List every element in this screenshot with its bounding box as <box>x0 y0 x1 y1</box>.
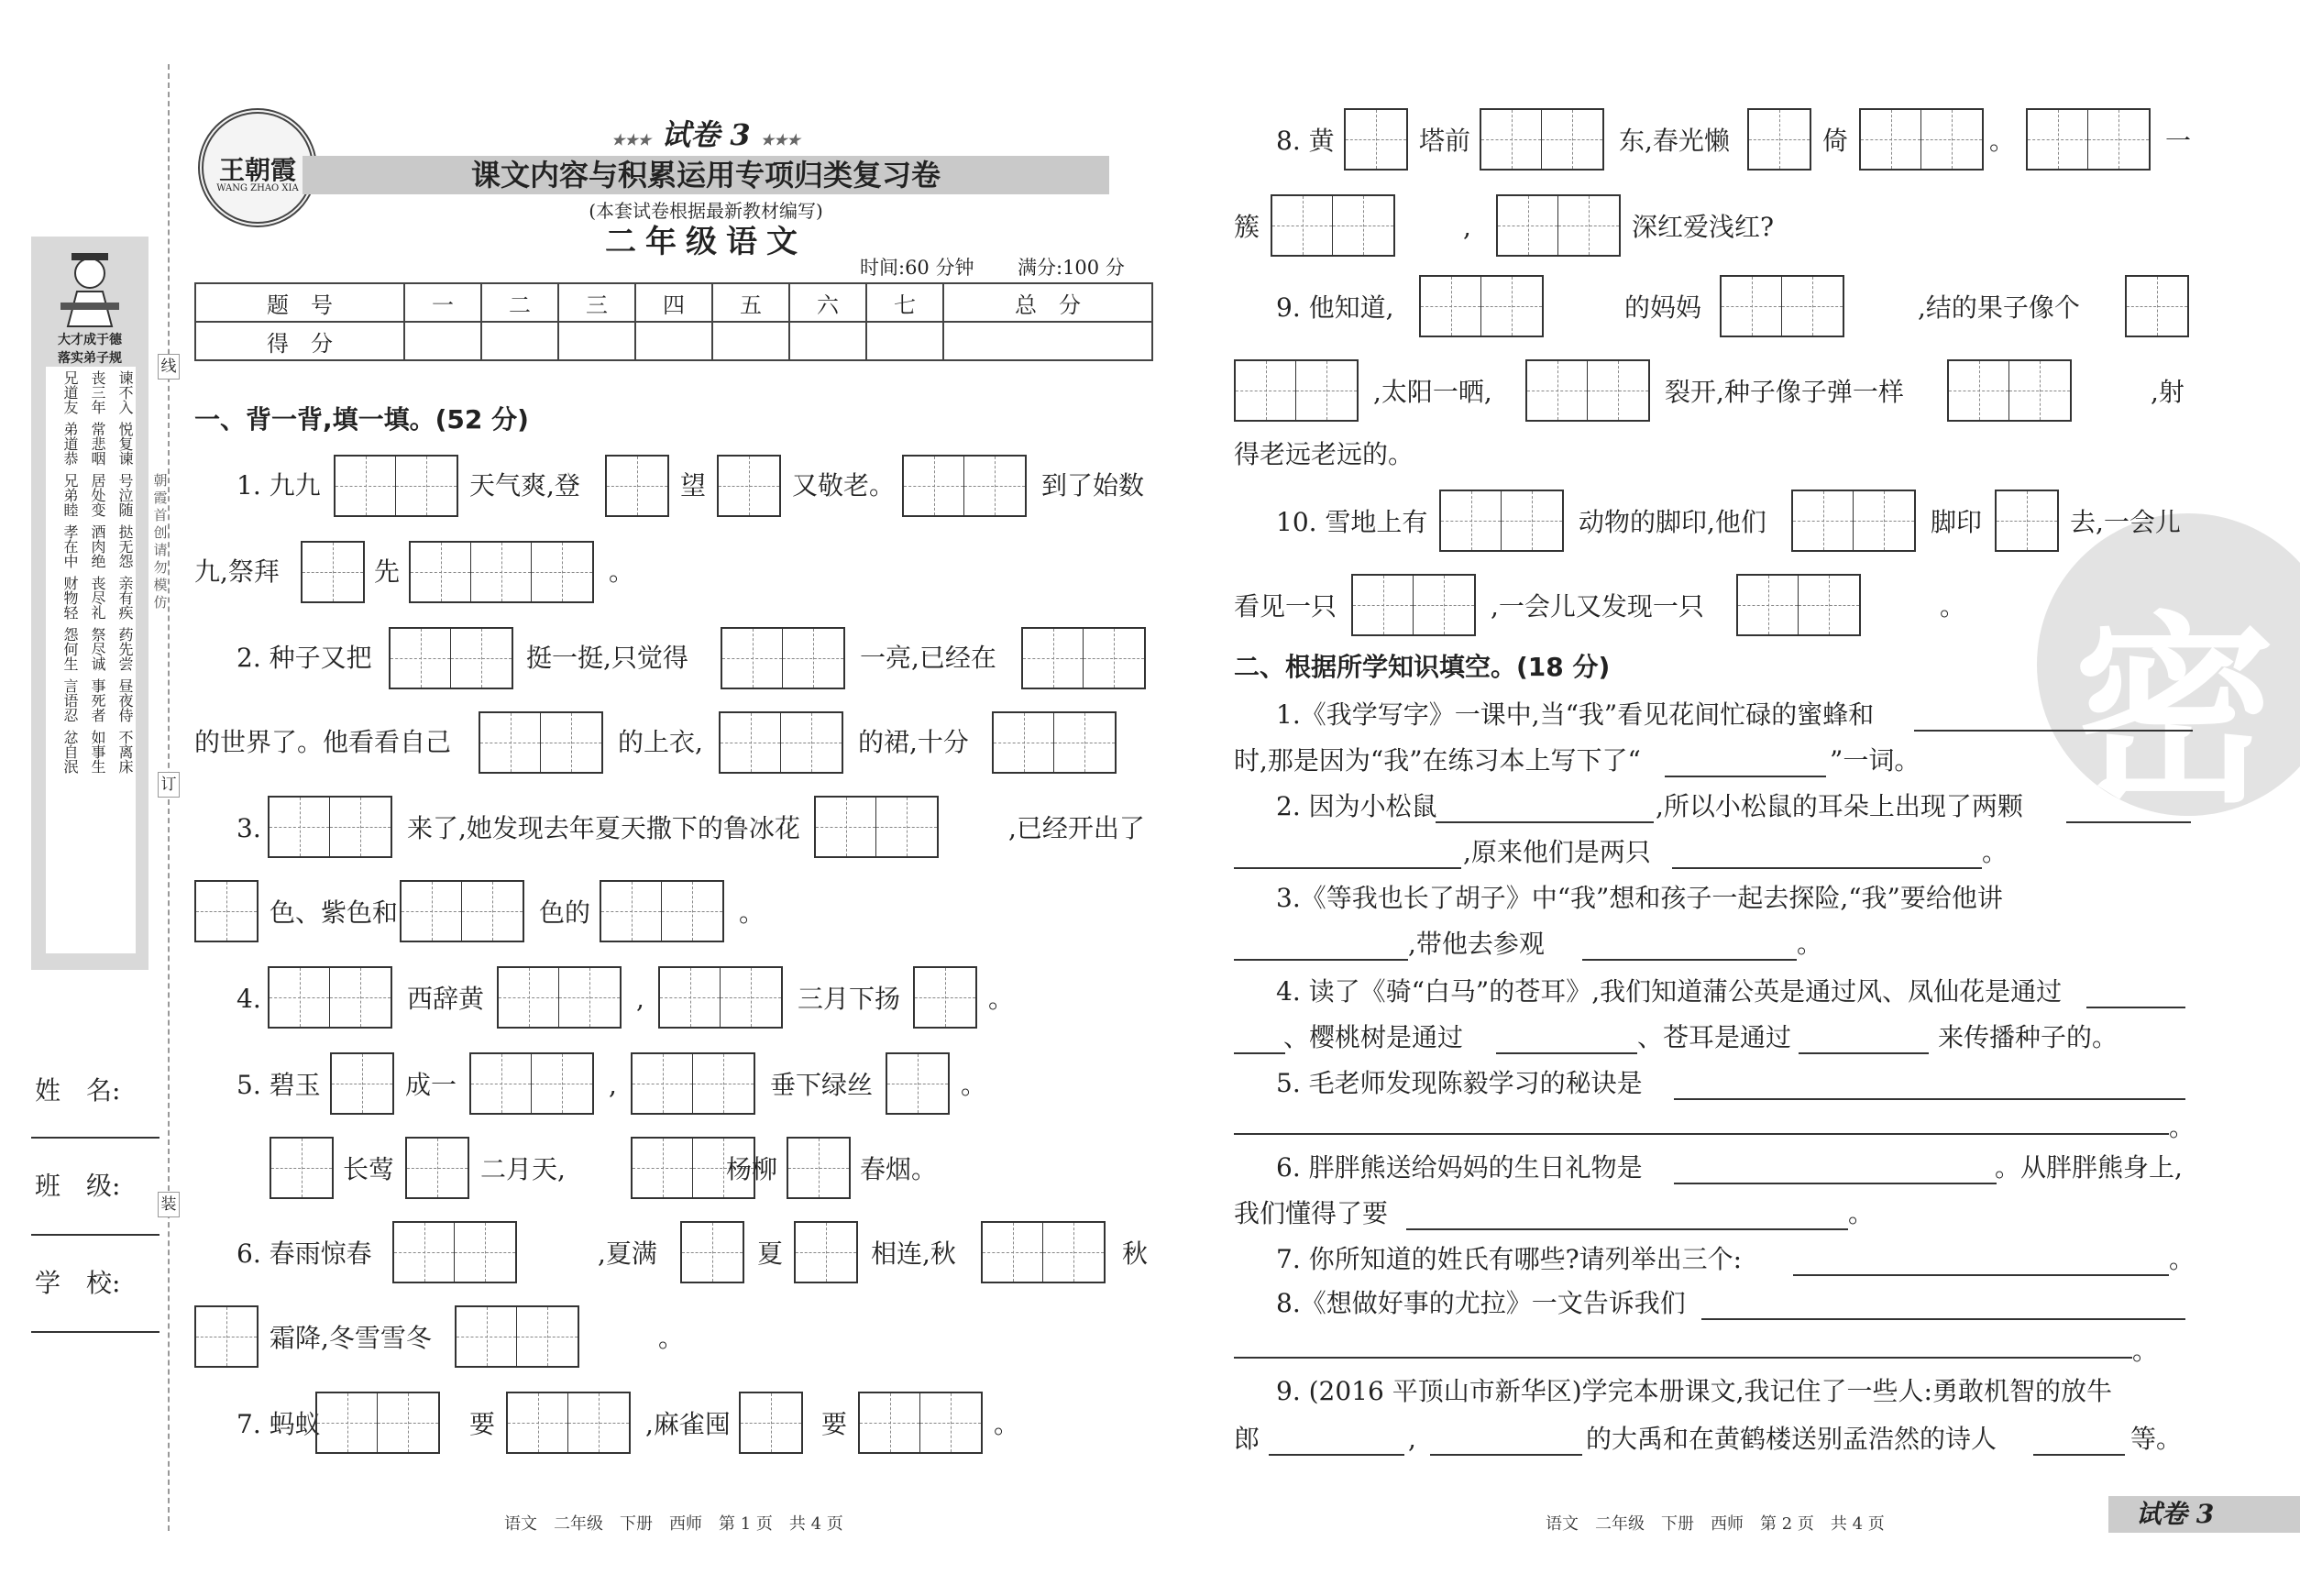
q5-answer-grid-2[interactable] <box>469 1052 594 1115</box>
q8-answer-grid-1[interactable] <box>1344 108 1408 171</box>
s2-q4-blank-1[interactable] <box>2086 983 2185 1008</box>
q5-text-f: 长莺 <box>343 1154 395 1184</box>
q6-answer-grid-1[interactable] <box>392 1221 517 1283</box>
q3-text-b: 来了,她发现去年夏天撒下的鲁冰花 <box>407 813 800 843</box>
q3-text-a: 3. <box>237 813 261 843</box>
s2-q3-text-a: 3.《等我也长了胡子》中“我”想和孩子一起去探险,“我”要给他讲 <box>1276 883 2003 913</box>
stars-right: ★★★ <box>760 131 800 149</box>
motto-cell: 言语忍 <box>61 678 79 722</box>
q10-answer-grid-4[interactable] <box>1351 574 1476 636</box>
s2-q2-blank-4[interactable] <box>1672 843 1982 869</box>
binding-line <box>168 64 170 1531</box>
paper-series <box>532 112 880 154</box>
score-cell[interactable] <box>866 322 943 360</box>
section1-heading: 一、背一背,填一填。(52 分) <box>194 404 529 435</box>
q2-text-c: 一亮,已经在 <box>860 643 996 673</box>
s2-q2-blank-3[interactable] <box>1234 843 1461 869</box>
s2-q1-text-a: 1.《我学写字》一课中,当“我”看见花间忙碌的蜜蜂和 <box>1276 699 1875 730</box>
q8-text-i: 深红爱浅红? <box>1632 212 1775 242</box>
q6-answer-grid-5[interactable] <box>194 1305 259 1368</box>
motto-cell: 祭尽诚 <box>89 627 106 671</box>
paper-title: 课文内容与积累运用专项归类复习卷 <box>470 158 941 193</box>
s2-q8-blank-1[interactable] <box>1701 1294 2185 1320</box>
q1-answer-grid-3[interactable] <box>717 455 781 517</box>
q1-answer-grid-5[interactable] <box>301 541 365 603</box>
q2-text-f: 的裙,十分 <box>858 727 969 757</box>
s2-q9-text-a: 9. (2016 平顶山市新华区)学完本册课文,我记住了一些人:勇敢机智的放牛 <box>1276 1376 2112 1406</box>
s2-q4-blank-3[interactable] <box>1496 1029 1637 1054</box>
q9-text-c: ,结的果子像个 <box>1918 292 2080 323</box>
school-label: 学 校: <box>35 1268 121 1298</box>
q8-text-c: 东,春光懒 <box>1619 126 1730 156</box>
q5-answer-grid-1[interactable] <box>330 1052 394 1115</box>
motto-cell: 兄弟睦 <box>61 473 79 517</box>
s2-q1-blank-1[interactable] <box>1914 706 2193 732</box>
q7-text-c: ,麻雀囤 <box>645 1409 731 1439</box>
s2-q5-blank-1[interactable] <box>1674 1074 2185 1100</box>
q4-text-b: 西辞黄 <box>407 984 485 1014</box>
motto-cell: 孝在中 <box>61 524 79 568</box>
q5-text-g: 二月天, <box>480 1154 566 1184</box>
q9-text-f: ,射 <box>2151 377 2184 407</box>
q2-text-a: 2. 种子又把 <box>237 643 372 673</box>
q4-answer-grid-3[interactable] <box>658 966 783 1029</box>
q8-answer-grid-2[interactable] <box>1480 108 1604 171</box>
s2-q9-text-b: 郎 <box>1234 1424 1260 1454</box>
motto-cell: 号泣随 <box>116 473 134 517</box>
school-field[interactable] <box>31 1331 160 1333</box>
q8-answer-grid-7[interactable] <box>1496 194 1621 257</box>
q1-text-d: 又敬老。 <box>792 470 896 501</box>
q5-answer-grid-3[interactable] <box>631 1052 755 1115</box>
score-header-cell: 五 <box>712 283 789 322</box>
q5-text-b: 成一 <box>405 1070 457 1100</box>
q1-answer-grid-4[interactable] <box>902 455 1027 517</box>
q10-text-e: 看见一只 <box>1234 591 1337 622</box>
class-field[interactable] <box>31 1234 160 1236</box>
motto-cell: 悦复谏 <box>116 422 134 466</box>
q10-text-f: ,一会儿又发现一只 <box>1491 591 1704 622</box>
q8-text-h: , <box>1463 212 1471 242</box>
q7-answer-grid-2[interactable] <box>506 1392 631 1454</box>
q6-text-g: 。 <box>658 1323 685 1353</box>
q9-answer-grid-2[interactable] <box>1720 275 1844 337</box>
q8-text-f: 一 <box>2165 126 2192 156</box>
q2-answer-grid-1[interactable] <box>389 627 513 689</box>
binding-mark-line: 线 <box>158 354 180 380</box>
q8-answer-grid-3[interactable] <box>1747 108 1811 171</box>
q5-answer-grid-4[interactable] <box>886 1052 950 1115</box>
s2-q2-text-b: ,所以小松鼠的耳朵上出现了两颗 <box>1656 791 2023 821</box>
q6-answer-grid-2[interactable] <box>680 1221 744 1283</box>
logo-text: 王朝霞 <box>218 155 296 185</box>
motto-cell: 兄道友 <box>61 370 79 414</box>
s2-q7-text-b: 。 <box>2169 1244 2195 1274</box>
q2-text-b: 挺一挺,只觉得 <box>526 643 688 673</box>
s2-q9-text-c: , <box>1408 1424 1416 1454</box>
q10-text-c: 脚印 <box>1931 507 1983 537</box>
q4-answer-grid-1[interactable] <box>268 966 392 1029</box>
binding-mark-order: 订 <box>158 772 180 798</box>
q2-answer-grid-3[interactable] <box>1021 627 1146 689</box>
q3-text-e: 色的 <box>539 897 591 928</box>
q7-answer-grid-1[interactable] <box>315 1392 440 1454</box>
motto-cell: 忿自泯 <box>61 730 79 774</box>
motto-cell: 事死者 <box>89 678 106 722</box>
q4-text-e: 。 <box>988 984 1015 1014</box>
s2-q5-text-b: 。 <box>2169 1112 2195 1142</box>
s2-q8-text-b: 。 <box>2132 1336 2159 1366</box>
q5-answer-grid-6[interactable] <box>405 1137 469 1199</box>
s2-q4-text-d: 来传播种子的。 <box>1938 1022 2118 1052</box>
q2-text-d: 的世界了。他看看自己 <box>194 727 452 757</box>
q9-answer-grid-4[interactable] <box>1234 359 1359 422</box>
s2-q1-text-c: ”一词。 <box>1830 745 1920 776</box>
q3-text-d: 色、紫色和 <box>270 897 399 928</box>
q10-answer-grid-1[interactable] <box>1439 490 1564 552</box>
q5-text-c: , <box>609 1070 617 1100</box>
motto-grid <box>51 370 134 774</box>
q1-text-f: 九,祭拜 <box>194 556 280 587</box>
score-cell[interactable] <box>789 322 866 360</box>
q6-text-c: 夏 <box>757 1238 784 1269</box>
q10-answer-grid-3[interactable] <box>1995 490 2059 552</box>
q9-text-d: ,太阳一晒, <box>1373 377 1492 407</box>
s2-q9-text-d: 的大禹和在黄鹤楼送别孟浩然的诗人 <box>1586 1424 1997 1454</box>
name-label: 姓 名: <box>35 1075 121 1106</box>
s2-q9-text-e: 等。 <box>2130 1424 2183 1454</box>
q8-answer-grid-5[interactable] <box>2026 108 2151 171</box>
q9-answer-grid-6[interactable] <box>1947 359 2072 422</box>
score-cell[interactable] <box>558 322 635 360</box>
score-header-cell: 题 号 <box>195 283 404 322</box>
score-header-cell: 二 <box>481 283 558 322</box>
motto-cell: 怨何生 <box>61 627 79 671</box>
s2-q3-blank-1[interactable] <box>1234 935 1408 961</box>
q10-text-d: 去,一会儿 <box>2070 507 2181 537</box>
motto-cell: 昼夜侍 <box>116 678 134 722</box>
q5-text-e: 。 <box>961 1070 987 1100</box>
s2-q6-text-a: 6. 胖胖熊送给妈妈的生日礼物是 <box>1276 1152 1643 1183</box>
s2-q4-blank-4[interactable] <box>1799 1029 1929 1054</box>
q10-text-a: 10. 雪地上有 <box>1276 507 1428 537</box>
q8-text-g: 簇 <box>1234 212 1260 242</box>
q2-text-e: 的上衣, <box>618 727 703 757</box>
s2-q8-text-a: 8.《想做好事的尤拉》一文告诉我们 <box>1276 1288 1686 1318</box>
q1-answer-grid-6[interactable] <box>409 541 594 603</box>
page2-footer: 语文 二年级 下册 西师 第 2 页 共 4 页 <box>1546 1514 1885 1534</box>
score-table-header-row <box>195 283 1152 322</box>
s2-q2-text-d: 。 <box>1982 837 2008 867</box>
q3-text-f: 。 <box>739 897 765 928</box>
s2-q6-text-d: 。 <box>1848 1198 1875 1228</box>
q6-text-e: 秋 <box>1122 1238 1149 1269</box>
paper-badge: 试卷 3 <box>2136 1499 2215 1529</box>
s2-q6-text-b: 。从胖胖熊身上, <box>1995 1152 2183 1183</box>
logo-subtext: WANG ZHAO XIA <box>216 183 299 193</box>
motto-title-1: 大才成于德 <box>58 333 122 347</box>
q9-answer-grid-5[interactable] <box>1525 359 1650 422</box>
score-header-cell: 四 <box>635 283 712 322</box>
q4-answer-grid-4[interactable] <box>913 966 977 1029</box>
s2-q6-blank-2[interactable] <box>1406 1205 1848 1230</box>
score-table-score-row <box>195 322 1152 360</box>
q5-text-d: 垂下绿丝 <box>770 1070 874 1100</box>
q7-text-a: 7. 蚂蚁 <box>237 1409 321 1439</box>
score-cell[interactable] <box>481 322 558 360</box>
q2-answer-grid-2[interactable] <box>721 627 845 689</box>
motto-cell: 如事生 <box>89 730 106 774</box>
score-cell[interactable] <box>404 322 481 360</box>
q1-text-g: 先 <box>374 556 401 587</box>
q7-answer-grid-3[interactable] <box>739 1392 803 1454</box>
score-header-cell: 七 <box>866 283 943 322</box>
q9-text-e: 裂开,种子像子弹一样 <box>1665 377 1904 407</box>
q9-answer-grid-1[interactable] <box>1419 275 1544 337</box>
q8-text-b: 塔前 <box>1419 126 1471 156</box>
motto-cell: 丧尽礼 <box>89 576 106 620</box>
motto-text-area <box>46 367 136 953</box>
q3-answer-grid-4[interactable] <box>400 880 524 942</box>
q10-text-g: 。 <box>1940 591 1966 622</box>
motto-cell: 谏不入 <box>116 370 134 414</box>
q1-answer-grid-1[interactable] <box>334 455 458 517</box>
s2-q3-blank-2[interactable] <box>1582 935 1797 961</box>
q6-text-a: 6. 春雨惊春 <box>237 1238 372 1269</box>
seal-char: 密 <box>2074 595 2276 816</box>
page1-footer: 语文 二年级 下册 西师 第 1 页 共 4 页 <box>504 1514 843 1534</box>
q7-text-b: 要 <box>469 1409 496 1439</box>
s2-q9-blank-3[interactable] <box>2033 1430 2125 1456</box>
q7-text-e: 。 <box>994 1409 1020 1439</box>
q3-answer-grid-3[interactable] <box>194 880 259 942</box>
q5-text-i: 春烟。 <box>860 1154 938 1184</box>
q7-answer-grid-4[interactable] <box>858 1392 983 1454</box>
q5-answer-grid-5[interactable] <box>270 1137 334 1199</box>
q1-text-a: 1. 九九 <box>237 470 321 501</box>
stars-left: ★★★ <box>611 131 652 149</box>
class-label: 班 级: <box>35 1171 121 1201</box>
q4-answer-grid-2[interactable] <box>497 966 622 1029</box>
q8-text-e: 。 <box>1989 126 2016 156</box>
q4-text-a: 4. <box>237 984 261 1014</box>
score-header-cell: 总 分 <box>943 283 1152 322</box>
s2-q5-text-a: 5. 毛老师发现陈毅学习的秘诀是 <box>1276 1068 1643 1098</box>
q7-text-d: 要 <box>821 1409 848 1439</box>
s2-q9-blank-2[interactable] <box>1430 1430 1582 1456</box>
q2-answer-grid-5[interactable] <box>719 711 843 774</box>
motto-cell: 居处变 <box>89 473 106 517</box>
time-limit: 时间:60 分钟 <box>860 257 974 279</box>
motto-cell: 酒肉绝 <box>89 524 106 568</box>
q1-answer-grid-2[interactable] <box>605 455 669 517</box>
q2-answer-grid-4[interactable] <box>479 711 603 774</box>
s2-q5-blank-2[interactable] <box>1234 1109 2169 1135</box>
q8-text-a: 8. 黄 <box>1276 126 1335 156</box>
s2-q2-text-c: ,原来他们是两只 <box>1463 837 1651 867</box>
q10-answer-grid-2[interactable] <box>1791 490 1916 552</box>
binding-mark-install: 装 <box>158 1192 180 1217</box>
motto-cell: 丧三年 <box>89 370 106 414</box>
q3-answer-grid-1[interactable] <box>268 796 392 858</box>
q3-answer-grid-5[interactable] <box>600 880 724 942</box>
q9-text-b: 的妈妈 <box>1624 292 1702 323</box>
q2-answer-grid-6[interactable] <box>992 711 1117 774</box>
s2-q4-text-b: 、樱桃树是通过 <box>1283 1022 1464 1052</box>
s2-q7-blank-1[interactable] <box>1793 1250 2169 1276</box>
q3-answer-grid-2[interactable] <box>814 796 939 858</box>
s2-q7-text-a: 7. 你所知道的姓氏有哪些?请列举出三个: <box>1276 1244 1743 1274</box>
q9-answer-grid-3[interactable] <box>2125 275 2189 337</box>
confidential-seal <box>2037 513 2300 816</box>
s2-q2-text-a: 2. 因为小松鼠 <box>1276 791 1437 821</box>
section2-heading: 二、根据所学知识填空。(18 分) <box>1234 652 1611 682</box>
score-cell[interactable] <box>943 322 1152 360</box>
s2-q4-blank-2[interactable] <box>1234 1029 1285 1054</box>
q6-text-b: ,夏满 <box>598 1238 657 1269</box>
q1-text-b: 天气爽,登 <box>469 470 580 501</box>
q6-text-d: 相连,秋 <box>871 1238 956 1269</box>
score-row-label: 得 分 <box>195 322 404 360</box>
q4-text-d: 三月下扬 <box>798 984 901 1014</box>
name-field[interactable] <box>31 1137 160 1139</box>
motto-cell: 挞无怨 <box>116 524 134 568</box>
q9-text-a: 9. 他知道, <box>1276 292 1394 323</box>
motto-cell: 常悲咽 <box>89 422 106 466</box>
q4-text-c: , <box>636 984 644 1014</box>
q3-text-c: ,已经开出了 <box>1008 813 1145 843</box>
s2-q6-text-c: 我们懂得了要 <box>1234 1198 1389 1228</box>
full-score: 满分:100 分 <box>1018 257 1125 279</box>
s2-q6-blank-1[interactable] <box>1674 1159 1997 1184</box>
s2-q3-text-c: 。 <box>1797 929 1823 959</box>
binding-note: 朝霞首创 请勿模仿 <box>153 472 168 611</box>
score-cell[interactable] <box>635 322 712 360</box>
q6-answer-grid-3[interactable] <box>794 1221 858 1283</box>
q8-answer-grid-4[interactable] <box>1859 108 1984 171</box>
motto-cell: 财物轻 <box>61 576 79 620</box>
s2-q9-blank-1[interactable] <box>1269 1430 1404 1456</box>
q5-answer-grid-8[interactable] <box>787 1137 851 1199</box>
s2-q8-blank-2[interactable] <box>1234 1333 2132 1359</box>
s2-q2-blank-1[interactable] <box>1436 798 1654 823</box>
scholar-icon <box>59 246 121 328</box>
q8-answer-grid-6[interactable] <box>1271 194 1395 257</box>
publisher-logo <box>198 108 317 227</box>
q10-text-b: 动物的脚印,他们 <box>1579 507 1766 537</box>
s2-q1-text-b: 时,那是因为“我”在练习本上写下了“ <box>1234 745 1641 776</box>
score-header-cell: 三 <box>558 283 635 322</box>
motto-cell: 弟道恭 <box>61 422 79 466</box>
q10-answer-grid-5[interactable] <box>1736 574 1861 636</box>
motto-title-2: 落实弟子规 <box>58 351 122 366</box>
score-header-cell: 六 <box>789 283 866 322</box>
q5-text-h: 杨柳 <box>726 1154 778 1184</box>
q8-text-d: 倚 <box>1822 126 1849 156</box>
score-table <box>194 282 1153 361</box>
q6-answer-grid-6[interactable] <box>455 1305 579 1368</box>
q1-text-e: 到了始数 <box>1041 470 1145 501</box>
q5-text-a: 5. 碧玉 <box>237 1070 321 1100</box>
score-cell[interactable] <box>712 322 789 360</box>
s2-q4-text-a: 4. 读了《骑“白马”的苍耳》,我们知道蒲公英是通过风、凤仙花是通过 <box>1276 976 2063 1007</box>
q6-answer-grid-4[interactable] <box>981 1221 1106 1283</box>
q1-text-c: 望 <box>680 470 707 501</box>
score-header-cell: 一 <box>404 283 481 322</box>
q6-text-f: 霜降,冬雪雪冬 <box>270 1323 432 1353</box>
s2-q2-blank-2[interactable] <box>2066 798 2191 823</box>
motto-cell: 不离床 <box>116 730 134 774</box>
s2-q4-text-c: 、苍耳是通过 <box>1637 1022 1792 1052</box>
motto-cell: 亲有疾 <box>116 576 134 620</box>
grade-subject: 二年级语文 <box>605 224 807 260</box>
motto-cell: 药先尝 <box>116 627 134 671</box>
paper-subtitle: (本套试卷根据最新教材编写) <box>589 200 823 222</box>
q9-text-g: 得老远老远的。 <box>1234 439 1414 469</box>
s2-q1-blank-2[interactable] <box>1665 752 1826 777</box>
s2-q3-text-b: ,带他去参观 <box>1408 929 1545 959</box>
q1-text-h: 。 <box>609 556 635 587</box>
series-label: 试卷 3 <box>661 117 751 152</box>
